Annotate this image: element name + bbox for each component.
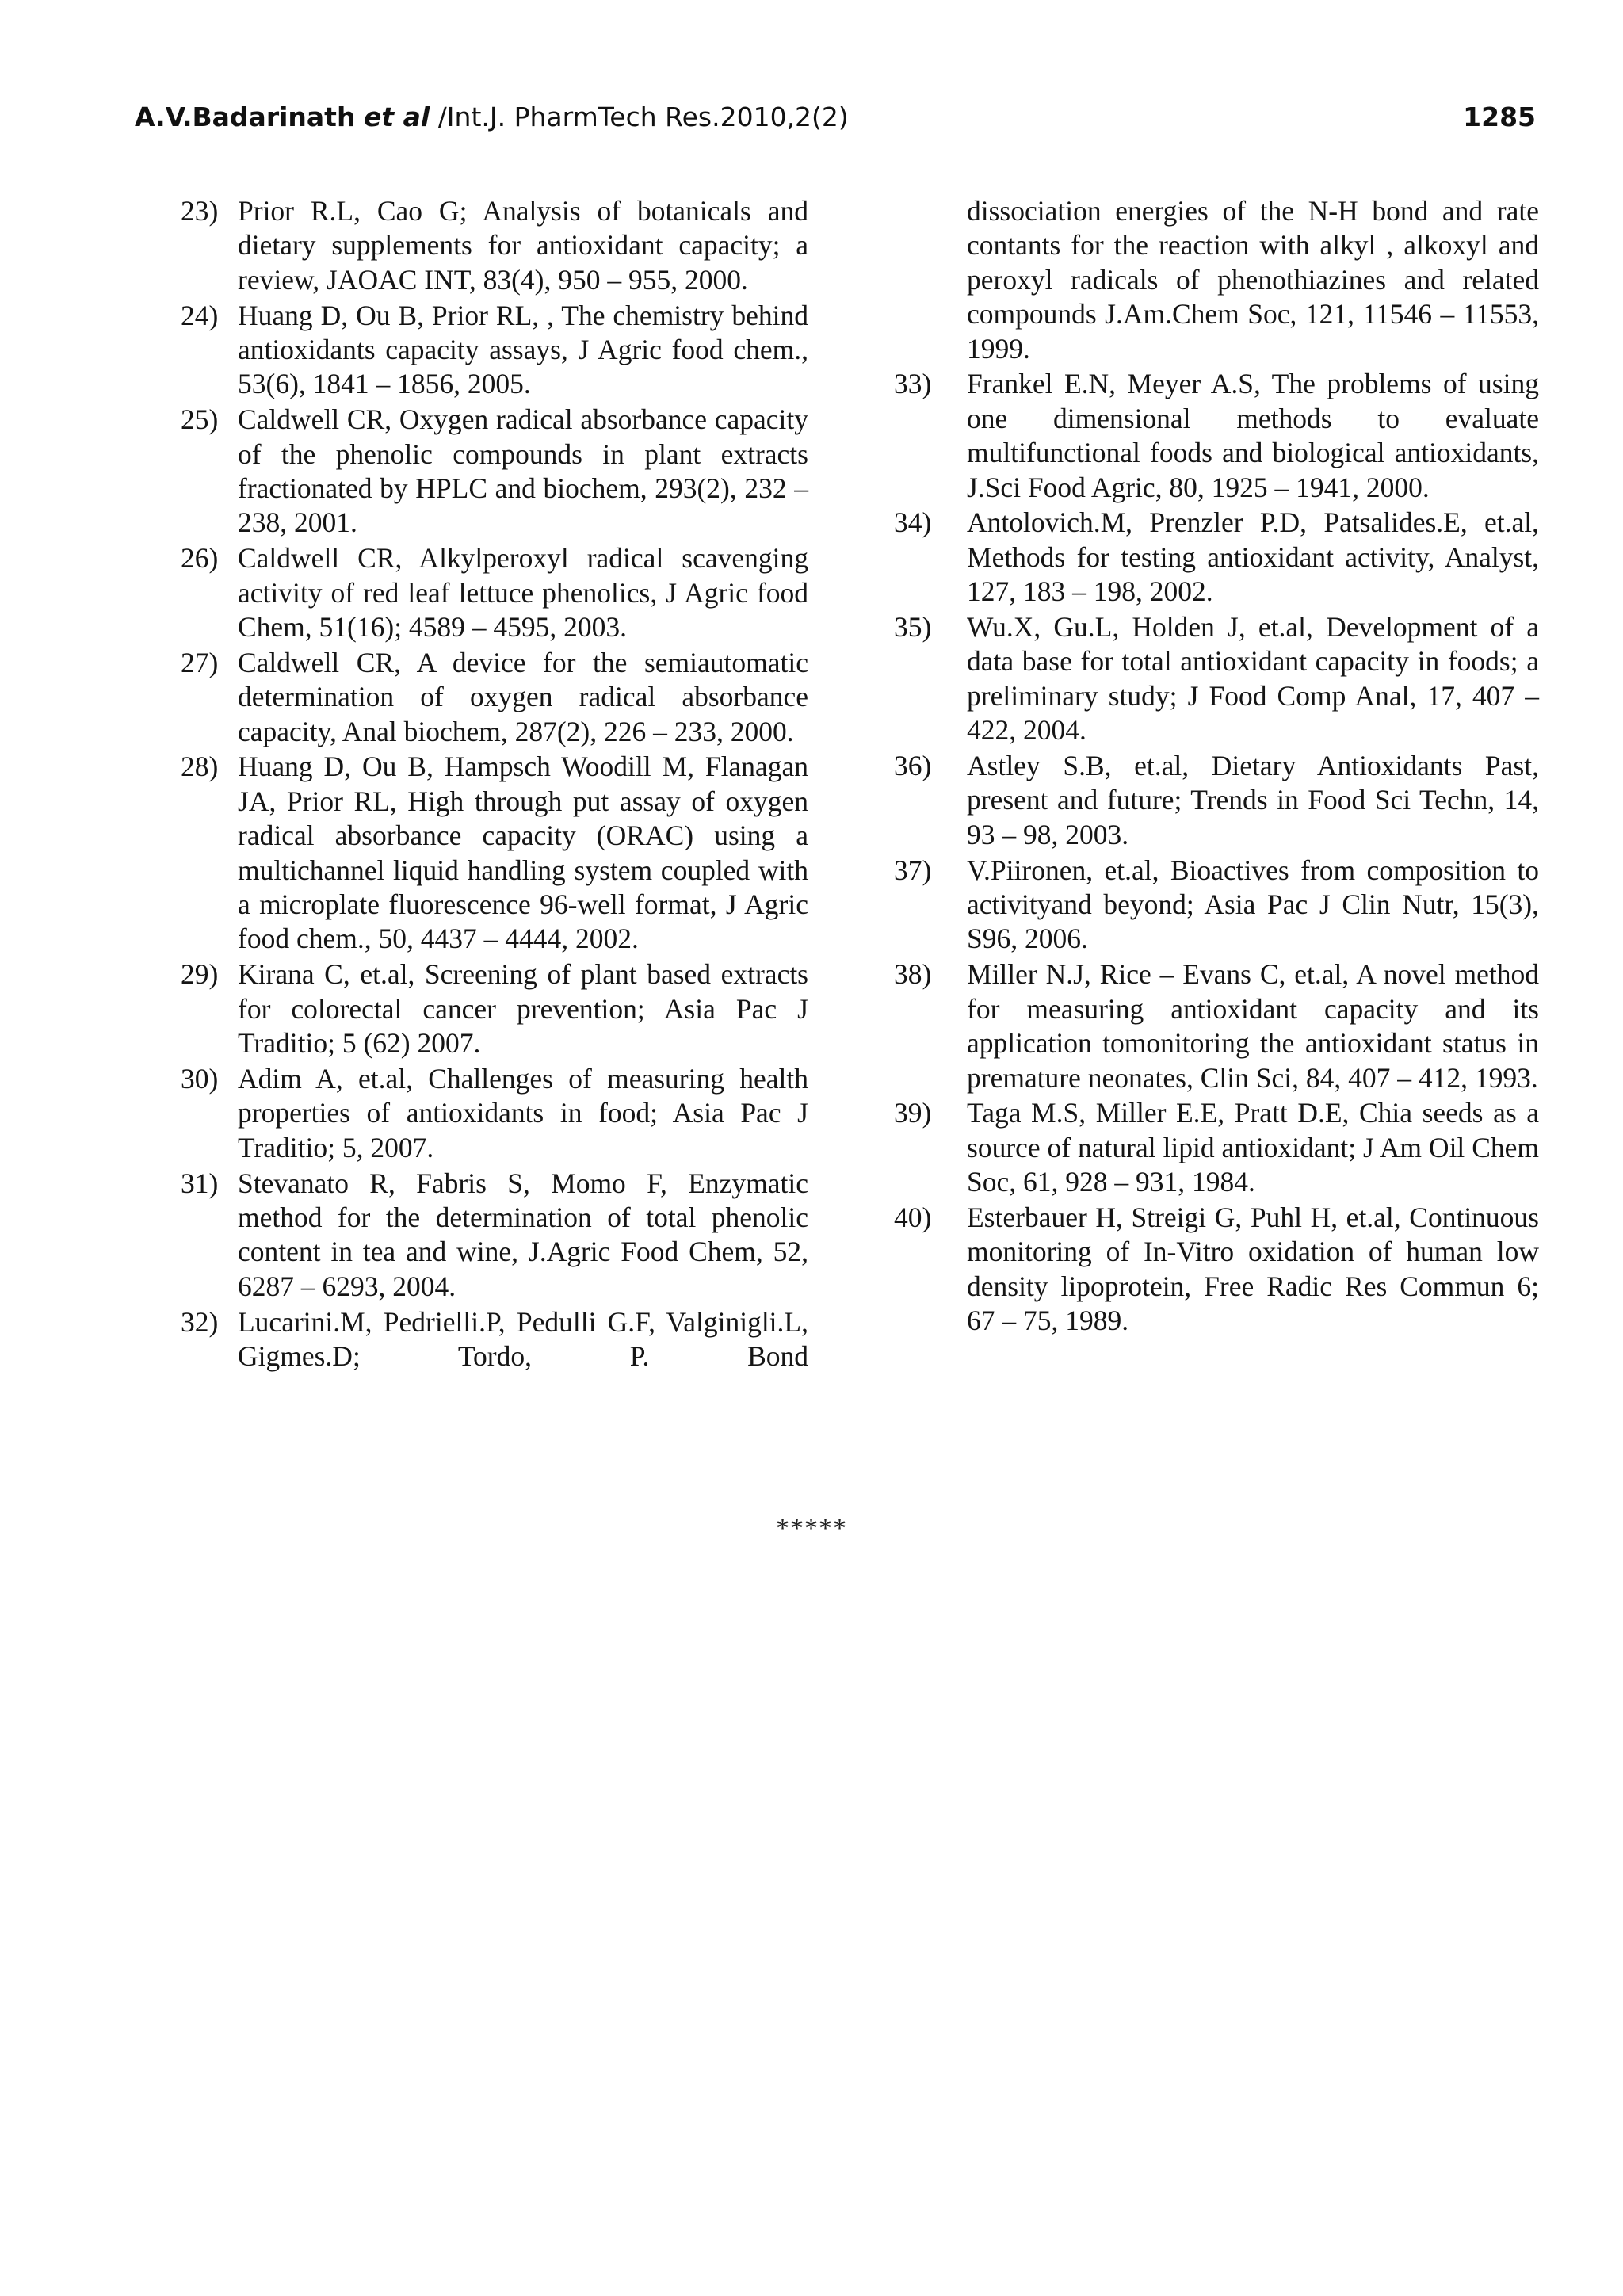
- reference-text: Stevanato R, Fabris S, Momo F, Enzymatic method for the determination of total phenolic content in tea and wine, J.Agric Food Chem, 52, 6287 – 6293, 2004.: [238, 1167, 808, 1302]
- reference-item: [181, 299, 808, 402]
- reference-item: [894, 957, 1539, 1095]
- reference-text: Esterbauer H, Streigi G, Puhl H, et.al, Continuous monitoring of In-Vitro oxidation of human low density lipoprotein, Free Radic Res Commun 6; 67 – 75, 1989.: [967, 1201, 1539, 1337]
- reference-item: [894, 749, 1539, 852]
- references-left-column: [181, 194, 808, 1375]
- reference-item: [181, 541, 808, 644]
- reference-number: 27): [181, 646, 219, 678]
- reference-number: 38): [894, 958, 932, 991]
- reference-text: Lucarini.M, Pedrielli.P, Pedulli G.F, Valginigli.L, Gigmes.D; Tordo, P. Bond: [238, 1305, 808, 1372]
- reference-item: [894, 367, 1539, 505]
- reference-number: 23): [181, 195, 219, 227]
- reference-text: Kirana C, et.al, Screening of plant based extracts for colorectal cancer prevention; Asia Pac J Traditio; 5 (62) 2007.: [238, 958, 808, 1060]
- reference-item: [181, 750, 808, 956]
- reference-text: Huang D, Ou B, Prior RL, , The chemistry behind antioxidants capacity assays, J Agric food chem., 53(6), 1841 – 1856, 2005.: [238, 299, 808, 400]
- reference-text: Prior R.L, Cao G; Analysis of botanicals and dietary supplements for antioxidant capacity; a review, JAOAC INT, 83(4), 950 – 955, 2000.: [238, 195, 808, 296]
- reference-item: [181, 194, 808, 297]
- reference-item: [181, 403, 808, 541]
- reference-number: 35): [894, 611, 932, 644]
- reference-text: Caldwell CR, A device for the semiautomatic determination of oxygen radical absorbance capacity, Anal biochem, 287(2), 226 – 233, 2000.: [238, 646, 808, 747]
- reference-item: [181, 646, 808, 749]
- header-journal: /Int.J. PharmTech Res.2010,2(2): [437, 101, 849, 132]
- reference-text: Huang D, Ou B, Hampsch Woodill M, Flanagan JA, Prior RL, High through put assay of oxygen radical absorbance capacity (ORAC) using a multichannel liquid handling system coupled with a microplate fluorescence 96-well format, J Agric food chem., 50, 4437 – 4444, 2002.: [238, 751, 808, 955]
- reference-continuation: dissociation energies of the N-H bond and rate contants for the reaction with alkyl , alkoxyl and peroxyl radicals of phenothiazines and related compounds J.Am.Chem Soc, 121, 11546 – 11553, 1999.: [967, 195, 1539, 365]
- reference-number: 33): [894, 368, 932, 400]
- reference-text: Taga M.S, Miller E.E, Pratt D.E, Chia seeds as a source of natural lipid antioxidant; J Am Oil Chem Soc, 61, 928 – 931, 1984.: [967, 1097, 1539, 1198]
- page-number: 1285: [1463, 101, 1536, 132]
- header-etal: et al: [363, 101, 430, 132]
- reference-number: 36): [894, 750, 932, 782]
- running-header: [135, 94, 1536, 141]
- reference-text: Miller N.J, Rice – Evans C, et.al, A novel method for measuring antioxidant capacity and its application tomonitoring the antioxidant status in premature neonates, Clin Sci, 84, 407 – 412, 1993.: [967, 958, 1539, 1094]
- reference-text: Wu.X, Gu.L, Holden J, et.al, Development of a data base for total antioxidant capacity in foods; a preliminary study; J Food Comp Anal, 17, 407 – 422, 2004.: [967, 611, 1539, 747]
- reference-number: 29): [181, 958, 219, 991]
- reference-item: [181, 957, 808, 1060]
- reference-number: 24): [181, 299, 219, 331]
- reference-item: [894, 1201, 1539, 1339]
- end-of-article-marker: *****: [776, 1514, 847, 1543]
- reference-text: V.Piironen, et.al, Bioactives from composition to activityand beyond; Asia Pac J Clin Nutr, 15(3), S96, 2006.: [967, 854, 1539, 955]
- reference-item: [181, 1062, 808, 1165]
- reference-number: 32): [181, 1305, 219, 1338]
- header-author: A.V.Badarinath: [135, 101, 356, 132]
- reference-item: [894, 1096, 1539, 1199]
- reference-item: [181, 1167, 808, 1305]
- reference-text: Frankel E.N, Meyer A.S, The problems of using one dimensional methods to evaluate multifunctional foods and biological antioxidants, J.Sci Food Agric, 80, 1925 – 1941, 2000.: [967, 368, 1539, 503]
- reference-text: Caldwell CR, Oxygen radical absorbance capacity of the phenolic compounds in plant extracts fractionated by HPLC and biochem, 293(2), 232 – 238, 2001.: [238, 403, 808, 539]
- reference-number: 26): [181, 542, 219, 575]
- reference-number: 40): [894, 1201, 932, 1233]
- reference-item: [894, 506, 1539, 609]
- reference-number: 28): [181, 751, 219, 783]
- reference-number: 25): [181, 403, 219, 436]
- reference-number: 34): [894, 506, 932, 539]
- reference-item: [894, 854, 1539, 957]
- reference-item: [894, 610, 1539, 748]
- reference-text: Antolovich.M, Prenzler P.D, Patsalides.E, et.al, Methods for testing antioxidant activity, Analyst, 127, 183 – 198, 2002.: [967, 506, 1539, 608]
- reference-text: Caldwell CR, Alkylperoxyl radical scavenging activity of red leaf lettuce phenolics, J Agric food Chem, 51(16); 4589 – 4595, 2003.: [238, 542, 808, 644]
- reference-number: 37): [894, 854, 932, 886]
- reference-text: Adim A, et.al, Challenges of measuring health properties of antioxidants in food; Asia Pac J Traditio; 5, 2007.: [238, 1062, 808, 1163]
- reference-number: 30): [181, 1062, 219, 1095]
- reference-number: 31): [181, 1167, 219, 1199]
- reference-number: 39): [894, 1097, 932, 1129]
- reference-text: Astley S.B, et.al, Dietary Antioxidants Past, present and future; Trends in Food Sci Techn, 14, 93 – 98, 2003.: [967, 750, 1539, 850]
- reference-item: [181, 1305, 808, 1374]
- references-right-column: [894, 194, 1539, 1339]
